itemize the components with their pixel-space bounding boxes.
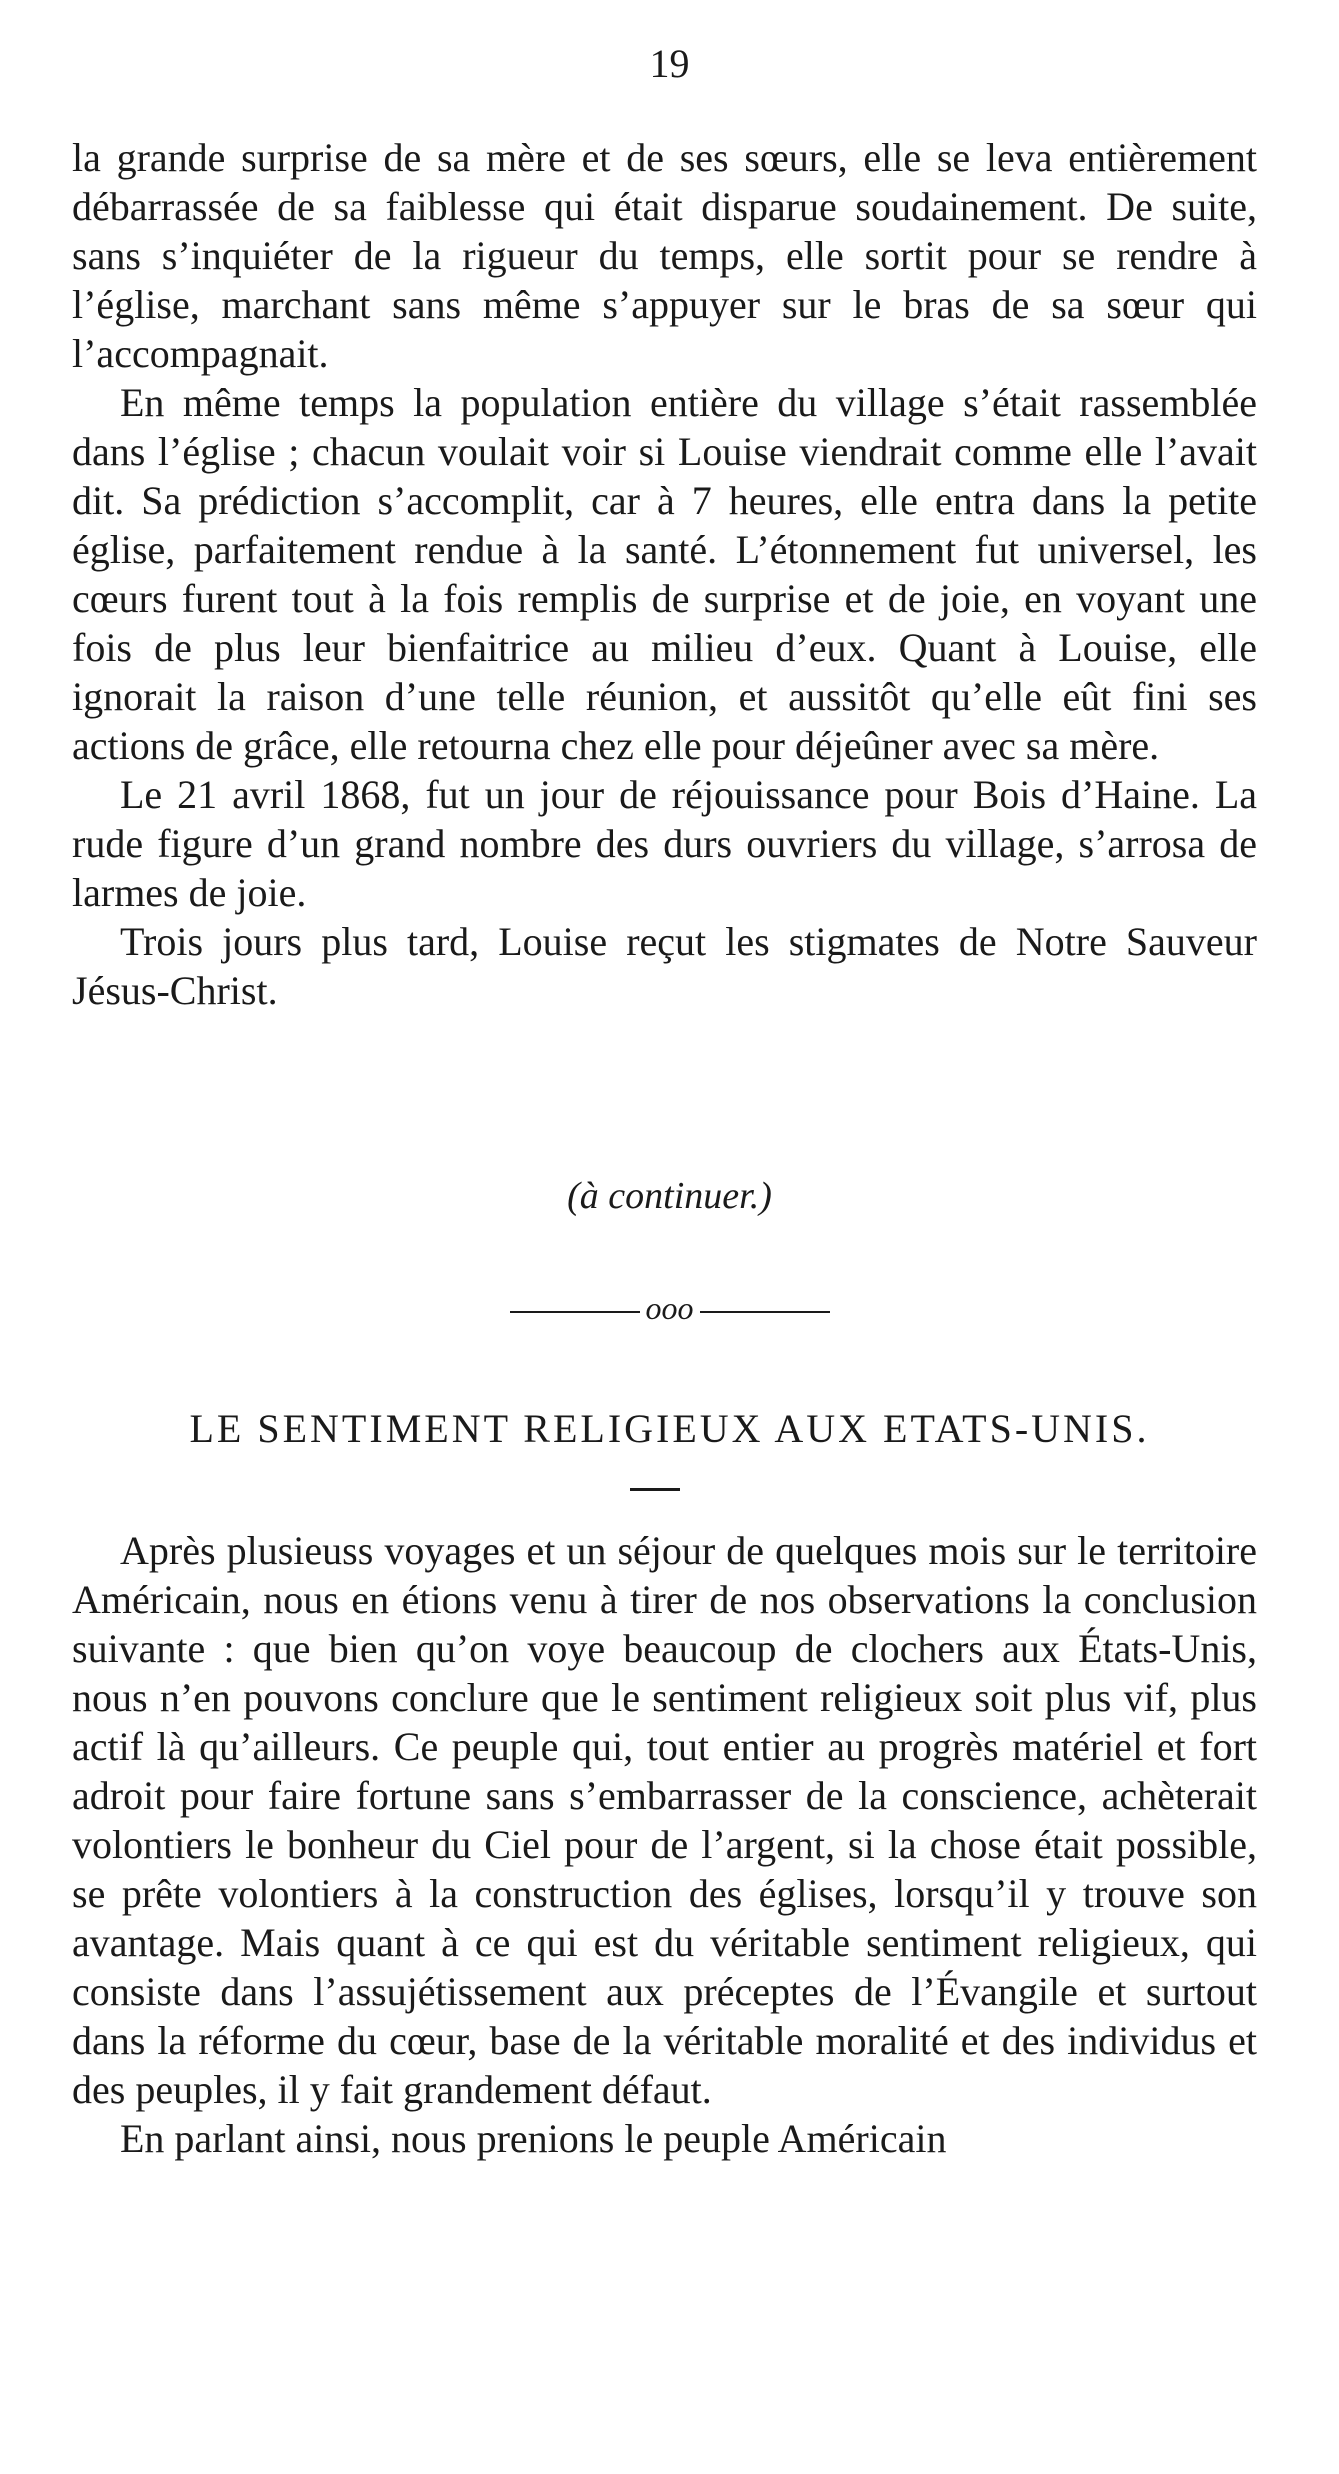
story-continuation xyxy=(72,133,1257,1015)
page-number: 19 xyxy=(649,41,690,86)
section-title: LE SENTIMENT RELIGIEUX AUX ETATS-UNIS. xyxy=(189,1406,1150,1451)
separator-ornament: ooo xyxy=(645,1290,694,1326)
continue-note: (à continuer.) xyxy=(567,1175,772,1217)
section-separator xyxy=(0,1290,1339,1327)
separator-rule-right xyxy=(700,1311,830,1313)
paragraph: En même temps la population entière du village s’était rassemblée dans l’église ; chacun voulait voir si Louise viendrait comme elle l’avait dit. Sa prédiction s’accomplit, car à 7 heures, elle entra dans la petite église, parfaitement rendue à la santé. L’étonnement fut universel, les cœurs furent tout à la fois remplis de surprise et de joie, en voyant une fois de plus leur bienfaitrice au milieu d’eux. Quant à Louise, elle ignorait la raison d’une telle réunion, et aussitôt qu’elle eût fini ses actions de grâce, elle retourna chez elle pour déjeûner avec sa mère. xyxy=(72,380,1257,768)
paragraph: Le 21 avril 1868, fut un jour de réjouissance pour Bois d’Haine. La rude figure d’un grand nombre des durs ouvriers du village, s’arrosa de larmes de joie. xyxy=(72,772,1257,915)
title-dash-divider xyxy=(630,1488,680,1491)
article-body xyxy=(72,1526,1257,2163)
paragraph: Trois jours plus tard, Louise reçut les stigmates de Notre Sauveur Jésus-Christ. xyxy=(72,919,1257,1013)
paragraph: En parlant ainsi, nous prenions le peuple Américain xyxy=(120,2116,947,2161)
paragraph: Après plusieuss voyages et un séjour de quelques mois sur le territoire Américain, nous en étions venu à tirer de nos observations la conclusion suivante : que bien qu’on voye beaucoup de clochers aux États-Unis, nous n’en pouvons conclure que le sentiment religieux soit plus vif, plus actif là qu’ailleurs. Ce peuple qui, tout entier au progrès matériel et fort adroit pour faire fortune sans s’embarrasser de la conscience, achèterait volontiers le bonheur du Ciel pour de l’argent, si la chose était possible, se prête volontiers à la construction des églises, lorsqu’il y trouve son avantage. Mais quant à ce qui est du véritable sentiment religieux, qui consiste dans l’assujétissement aux préceptes de l’Évangile et surtout dans la réforme du cœur, base de la véritable moralité et des individus et des peuples, il y fait grandement défaut. xyxy=(72,1528,1257,2112)
separator-rule-left xyxy=(510,1311,640,1313)
paragraph: la grande surprise de sa mère et de ses sœurs, elle se leva entièrement débarrassée de sa faiblesse qui était disparue soudainement. De suite, sans s’inquiéter de la rigueur du temps, elle sortit pour se rendre à l’église, marchant sans même s’appuyer sur le bras de sa sœur qui l’accompagnait. xyxy=(72,135,1257,376)
